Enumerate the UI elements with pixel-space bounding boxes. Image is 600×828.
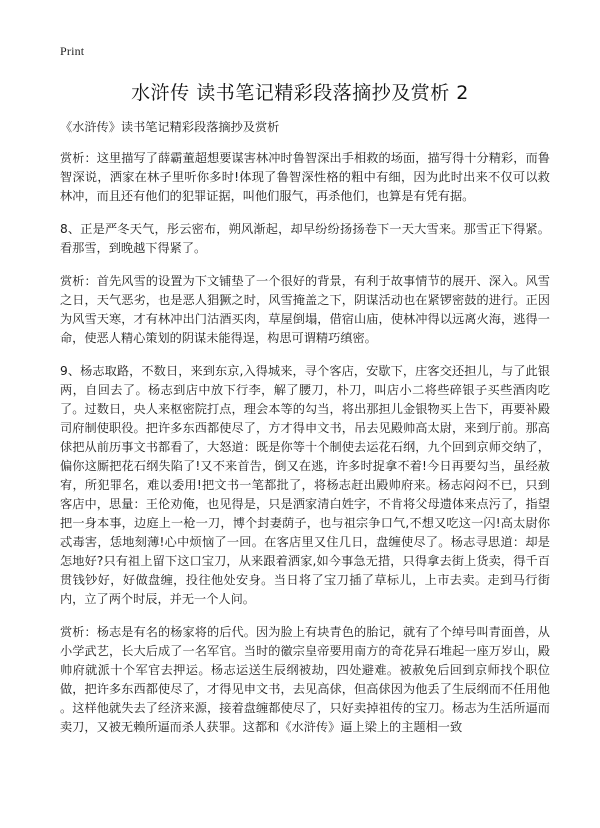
print-label[interactable]: Print [60,44,85,58]
document-body [60,118,550,751]
paragraph-commentary-2: 赏析：首先风雪的设置为下文铺垫了一个很好的背景，有利于故事情节的展开、深入。风雪之日，天气恶劣，也是恶人猖獗之时，风雪掩盖之下，阴谋活动也在紧锣密鼓的进行。正因为风雪天寒，才有林冲出门沽酒买肉，草屋倒塌，借宿山庙，使林冲得以远离火海，逃得一命，使恶人精心策划的阴谋未能得逞，构思可谓精巧缜密。 [60,274,550,345]
document-title: 水浒传 读书笔记精彩段落摘抄及赏析 2 [131,82,469,104]
paragraph-excerpt-9: 9、杨志取路，不数日，来到东京,入得城来，寻个客店，安歇下，庄客交还担儿，与了此银两，自回去了。杨志到店中放下行李，解了腰刀，朴刀，叫店小二将些碎银子买些酒肉吃了。过数日，央人来枢密院打点，理会本等的勾当，将出那担儿金银物买上告下，再要补殿司府制使职役。把许多东西都使尽了，方才得申文书，吊去见殿帅高太尉，来到厅前。那高俅把从前历事文书都看了，大怒道：既是你等十个制使去运花石纲，九个回到京师交纳了，偏你这厮把花石纲失陷了!又不来首告，倒又在逃，许多时捉拿不着!今日再要勾当，虽经赦宥，所犯罪名，难以委用!把文书一笔都批了，将杨志赶出殿帅府来。杨志闷闷不已，只到客店中，思量：王伦劝俺，也见得是，只是洒家清白姓字，不肯将父母遗体来点污了，指望把一身本事，边庭上一枪一刀，博个封妻荫子，也与祖宗争口气,不想又吃这一闪!高太尉你忒毒害，恁地刻薄!心中烦恼了一回。在客店里又住几日，盘缠使尽了。杨志寻思道：却是怎地好?只有祖上留下这口宝刀，从来跟着洒家,如今事急无措，只得拿去街上货卖，得千百贯钱钞好，好做盘缠，投往他处安身。当日将了宝刀插了草标儿，上市去卖。走到马行街内，立了两个时辰，并无一个人问。 [60,364,550,606]
document-subtitle: 《水浒传》读书笔记精彩段落摘抄及赏析 [60,120,280,134]
paragraph-commentary-3: 赏析：杨志是有名的杨家将的后代。因为脸上有块青色的胎记，就有了个绰号叫青面兽，从小学武艺，长大后成了一名军官。当时的徽宗皇帝要用南方的奇花异石堆起一座万岁山，殿帅府就派十个军官去押运。杨志运送生辰纲被劫，四处避难。被赦免后回到京师找个职位做，把许多东西都使尽了，才得见申文书，去见高俅，但高俅因为他丢了生辰纲而不任用他 。这样他就失去了经济来源，接着盘缠都使尽了，只好卖掉祖传的宝刀。杨志为生活所逼而卖刀，又被无赖所逼而杀人获罪。这都和《水浒传》逼上梁上的主题相一致 [60,625,550,734]
paragraph-excerpt-8: 8、正是严冬天气，彤云密布，朔风渐起，却早纷纷扬扬卷下一天大雪来。那雪正下得紧。看那雪，到晚越下得紧了。 [60,222,550,255]
paragraph-commentary-1: 赏析：这里描写了薛霸董超想要谋害林冲时鲁智深出手相救的场面，描写得十分精彩，而鲁智深说，洒家在林子里听你多时!体现了鲁智深性格的粗中有细，因为此时出来不仅可以救林冲，而且还有他们的犯罪证据，叫他们服气，再杀他们，也算是有凭有据。 [60,151,550,203]
